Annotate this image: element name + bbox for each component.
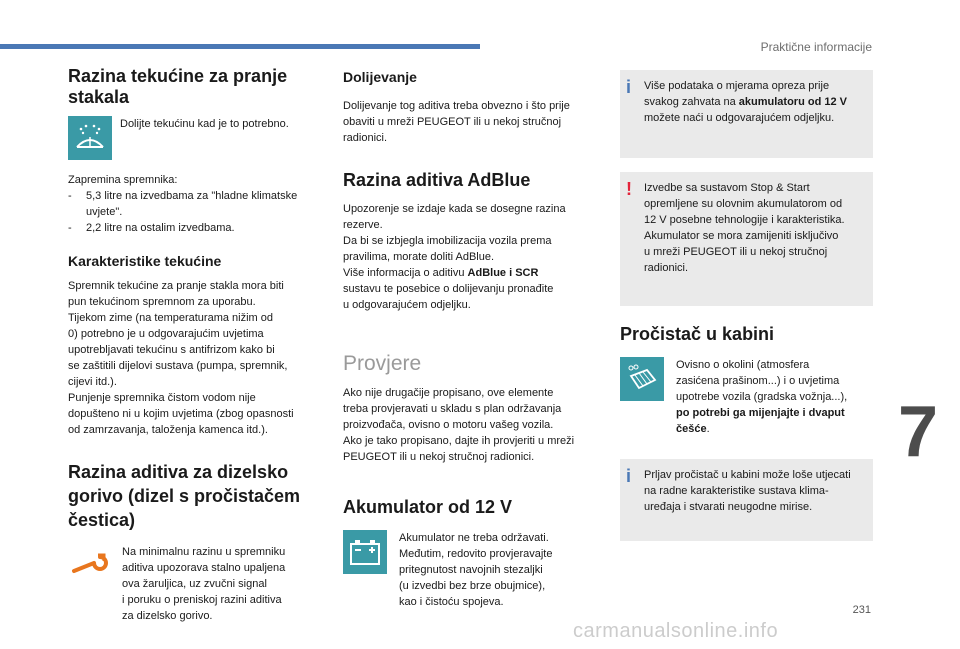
filter-text [672,357,847,437]
text-line: Dolijevanje tog aditiva treba obvezno i što prije [343,100,570,112]
filter-title: Pročistač u kabini [620,324,775,344]
text-line: i poruku o preniskoj razini aditiva [122,594,282,606]
text-line: radionici. [343,132,388,144]
checks-text [343,385,601,465]
characteristics-title: Karakteristike tekućine [68,253,222,269]
text-line: cijevi itd.). [68,376,117,388]
info-icon: i [626,466,632,486]
text-line: Više podataka o mjerama opreza prije [644,80,830,92]
text-line: zasićena prašinom...) i o uvjetima [676,375,840,387]
diesel-icon-block [68,544,324,624]
battery-text [395,530,552,610]
text-line: 0) potrebno je u odgovarajućim uvjetima [68,328,264,340]
text-line: aditiva upozorava stalno upaljena [122,562,286,574]
washer-icon-block [68,116,324,160]
page-number: 231 [852,604,871,616]
text-line: upotrebljavati tekućinu s antifrizom kako bi [68,344,275,356]
text-line: upotrebe vozila (gradska vožnja...), [676,391,848,403]
diesel-title-line1: Razina aditiva za dizelsko [68,462,289,482]
bullet-text [86,188,297,220]
chapter-number: 7 [897,392,938,472]
bullet-text: 2,2 litre na ostalim izvedbama. [86,222,235,234]
battery-icon-block [343,530,601,610]
text-span: svakog zahvata na [644,96,739,108]
text-line: proizvođača, ovisno o motoru vašeg vozila. [343,419,554,431]
text-line: uređaja i stvarati neugodne mirise. [644,501,813,513]
text-line: ova žaruljica, uz zvučni signal [122,578,267,590]
section-title: Praktične informacije [760,40,872,54]
text-line: Da bi se izbjegla imobilizacija vozila prema [343,235,552,247]
diesel-title-line2: gorivo (dizel s pročistačem [68,486,301,506]
bullet-text-b: uvjete". [86,206,123,218]
column-2 [343,66,601,610]
text-bold: po potrebi ga mijenjajte i dvaput [676,407,845,419]
text-line: obaviti u mreži PEUGEOT ili u nekoj stručnoj [343,116,562,128]
text-line: dopušteno ni u kojim uvjetima (zbog opasnosti [68,408,294,420]
capacity-intro: Zapremina spremnika: [68,174,178,186]
text-line: Prljav pročistač u kabini može loše utjecati [644,469,851,481]
text-line: Međutim, redovito provjeravajte [399,548,553,560]
warning-icon: ! [626,179,632,199]
text-line [644,94,865,110]
filter-icon-block [620,357,873,437]
list-item [68,220,324,236]
washer-fluid-icon [68,116,112,160]
refill-title: Dolijevanje [343,69,417,85]
text-line: pravilima, morate doliti AdBlue. [343,251,495,263]
text-span: Više informacija o aditivu [343,267,468,279]
text-line: za dizelsko gorivo. [122,610,213,622]
text-line: u odgovarajućem odjeljku. [343,299,471,311]
text-bold: češće [676,423,707,435]
refill-text [343,98,601,146]
info-note-filter [620,459,873,541]
battery-title: Akumulator od 12 V [343,497,513,517]
text-line: pun tekućinom spremnom za uporabu. [68,296,256,308]
text-line [343,265,601,281]
text-line: u mreži PEUGEOT ili u nekoj stručnoj [644,246,828,258]
text-line: rezerve. [343,219,383,231]
bullet-text-a: 5,3 litre na izvedbama za "hladne klimatske [86,190,298,202]
text-line: opremljene su olovnim akumulatorom od [644,198,843,210]
battery-icon [343,530,387,574]
bullet-dash: - [68,190,72,202]
text-line: Spremnik tekućine za pranje stakla mora biti [68,280,284,292]
text-line: Na minimalnu razinu u spremniku [122,546,286,558]
washer-title-line2: stakala [68,87,130,107]
watermark: carmanualsonline.info [573,620,779,642]
text-line [676,421,847,437]
adblue-text [343,201,601,313]
diesel-text [120,544,285,624]
characteristics-text [68,278,324,438]
text-line: kao i čistoću spojeva. [399,596,504,608]
bullet-dash: - [68,222,72,234]
text-line: PEUGEOT ili u nekoj stručnoj radionici. [343,451,535,463]
info-note-battery [620,70,873,158]
text-line: Akumulator se mora zamijeniti isključivo [644,230,839,242]
column-1 [68,66,324,624]
text-line: 12 V posebne tehnologije i karakteristika. [644,214,845,226]
text-line: Ovisno o okolini (atmosfera [676,359,810,371]
text-span: . [706,423,710,435]
text-line: se zaštitili dijelovi sustava (pumpa, spremnik, [68,360,288,372]
text-line [676,405,847,421]
column-3 [620,70,873,541]
list-item [68,188,324,220]
text-line: Ako je tako propisano, dajte ih provjeriti u mreži [343,435,575,447]
text-line: na radne karakteristike sustava klima- [644,485,829,497]
info-icon: i [626,77,632,97]
text-line: sustavu te posebice o dolijevanju pronađite [343,283,554,295]
text-line: Ako nije drugačije propisano, ove elemente [343,387,554,399]
adblue-title: Razina aditiva AdBlue [343,170,531,190]
text-line: pritegnutost navojnih stezaljki [399,564,543,576]
cabin-filter-icon [620,357,664,401]
text-line: od zamrzavanja, taloženja kamenca itd.). [68,424,268,436]
text-line: Akumulator ne treba održavati. [399,532,549,544]
wrench-icon [68,544,112,588]
diesel-title [68,460,324,532]
diesel-title-line3: čestica) [68,510,136,530]
header-accent-bar [0,44,480,49]
checks-title: Provjere [343,352,422,375]
text-line: treba provjeravati u skladu s plan održavanja [343,403,562,415]
text-line: Punjenje spremnika čistom vodom nije [68,392,256,404]
text-bold: AdBlue i SCR [467,267,539,279]
text-line: Tijekom zime (na temperaturama nižim od [68,312,273,324]
warning-note-stop-start [620,172,873,306]
text-line: (u izvedbi bez brze obujmice), [399,580,546,592]
text-bold: akumulatoru od 12 V [738,96,847,108]
text-line: možete naći u odgovarajućem odjeljku. [644,112,835,124]
text-line: radionici. [644,262,689,274]
text-line: Izvedbe sa sustavom Stop & Start [644,182,810,194]
washer-icon-text: Dolijte tekućinu kad je to potrebno. [120,118,289,130]
washer-title-line1: Razina tekućine za pranje [68,66,288,86]
washer-title [68,66,324,108]
text-line: Upozorenje se izdaje kada se dosegne razina [343,203,566,215]
